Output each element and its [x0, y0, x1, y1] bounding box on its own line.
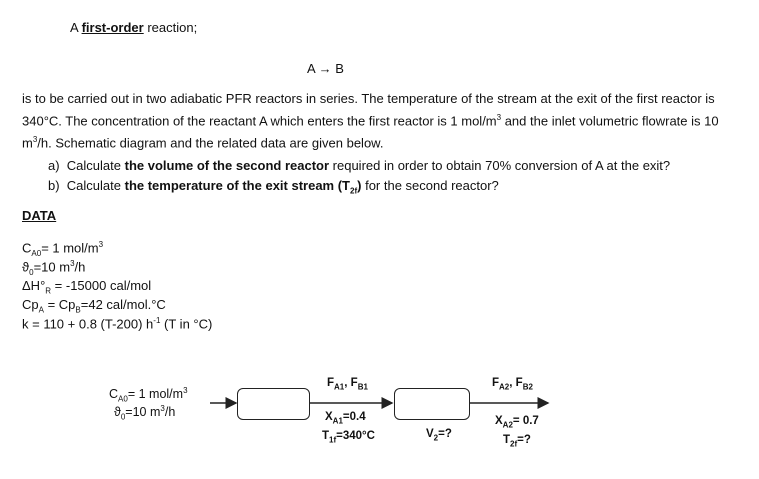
ca0-sup: 3 [98, 240, 104, 249]
cp-a-sub: A [38, 305, 44, 315]
feed-ca0-sub: A0 [118, 394, 128, 404]
feed-ca0-label [109, 386, 188, 404]
cp-mid: = Cp [43, 297, 76, 312]
v2-sub: 2 [433, 433, 439, 443]
x1-label [325, 411, 366, 425]
x2-sym: X [495, 415, 503, 427]
t1-sym: T [322, 430, 330, 442]
v2-label [426, 428, 452, 442]
k-pre: k = 110 + 0.8 (T-200) h [22, 316, 154, 332]
cp-b-sub: B [75, 305, 81, 315]
question-a-post: required in order to obtain 70% conversion of A at the exit? [329, 158, 671, 173]
question-a-marker: a) [48, 158, 60, 173]
t1-sub: 1f [329, 435, 337, 445]
product: B [335, 61, 344, 76]
paragraph-part2: and the inlet volumetric flowrate is 10 m [22, 113, 719, 151]
dh-val: = -15000 cal/mol [51, 278, 152, 293]
v0-sup: 3 [70, 259, 75, 268]
stream2-fa: F [492, 377, 500, 389]
ca0-val: = 1 mol/m [41, 240, 99, 256]
feed-v0-val: =10 m [125, 405, 161, 420]
reactor-1 [237, 388, 310, 420]
dh-sub: R [45, 286, 52, 296]
v2-val: =? [438, 428, 452, 440]
x2-label [495, 415, 539, 429]
stream2-fa-sub: A2 [499, 382, 510, 392]
v0-sym: ϑ [22, 259, 30, 275]
question-b-bold: the temperature of the exit stream (T [124, 178, 350, 193]
v0-val: =10 m [33, 259, 71, 275]
feed-ca0-sup: 3 [183, 386, 188, 395]
feed-v0-sup: 3 [160, 404, 165, 413]
t2-sym: T [503, 434, 511, 446]
ca0-sym: C [22, 240, 32, 256]
stream2-label [492, 377, 533, 391]
question-a-bold: the volume of the second reactor [124, 158, 330, 173]
feed-v0-label [114, 404, 175, 422]
paragraph-sup2: 3 [32, 135, 38, 145]
intro-prefix: A [70, 20, 82, 35]
paragraph-part3: /h. Schematic diagram and the related data are given below. [37, 135, 384, 151]
feed-ca0-val: = 1 mol/m [127, 387, 184, 402]
cp-val: =42 cal/mol.°C [80, 297, 166, 312]
reaction-arrow: → [318, 61, 332, 76]
feed-v0-sym: ϑ [114, 405, 121, 420]
paragraph-part1: is to be carried out in two adiabatic PFR reactors in series. The temperature of the stream at the exit of the first reactor is 340°C. The concentration of the reactant A which enters the first reactor is 1 mol/m [22, 91, 715, 129]
k-sup: -1 [153, 316, 161, 325]
question-b-sub: 2f [350, 186, 358, 196]
intro-suffix: reaction; [143, 20, 198, 35]
feed-ca0-sym: C [109, 387, 119, 402]
paragraph-sup1: 3 [496, 113, 502, 122]
reactor-2 [394, 388, 470, 420]
stream1-fa: F [327, 377, 335, 389]
stream2-fb-sub: B2 [522, 382, 533, 392]
v0-sub: 0 [29, 267, 34, 277]
t2-sub: 2f [510, 439, 518, 449]
ca0-sub: A0 [31, 248, 42, 258]
stream1-sep: , F [344, 377, 358, 389]
feed-v0-end: /h [164, 405, 176, 420]
stream1-fb-sub: B1 [357, 382, 368, 392]
question-b-pre: Calculate [66, 178, 125, 193]
dh-sym: ΔH° [22, 278, 46, 293]
cp-a: Cp [22, 297, 39, 312]
k-post: (T in °C) [160, 316, 213, 332]
x1-val: =0.4 [342, 411, 366, 423]
stream1-label [327, 377, 368, 391]
x2-val: = 0.7 [512, 415, 539, 427]
v0-end: /h [74, 259, 86, 275]
data-heading: DATA [22, 208, 57, 223]
t1-label [322, 430, 375, 444]
stream1-fa-sub: A1 [334, 382, 345, 392]
x1-sym: X [325, 411, 333, 423]
t2-label [503, 434, 531, 448]
x1-sub: A1 [332, 416, 343, 426]
question-b-post: for the second reactor? [361, 178, 499, 193]
t2-val: =? [517, 434, 531, 446]
question-b-marker: b) [48, 178, 60, 193]
stream2-sep: , F [509, 377, 523, 389]
v2-sym: V [426, 428, 434, 440]
t1-val: =340°C [336, 430, 375, 442]
feed-v0-sub: 0 [120, 412, 126, 422]
question-a-pre: Calculate [66, 158, 125, 173]
intro-term: first-order [81, 20, 144, 35]
question-b-bold-end: ) [357, 178, 362, 193]
x2-sub: A2 [502, 420, 513, 430]
reactant: A [307, 61, 315, 76]
